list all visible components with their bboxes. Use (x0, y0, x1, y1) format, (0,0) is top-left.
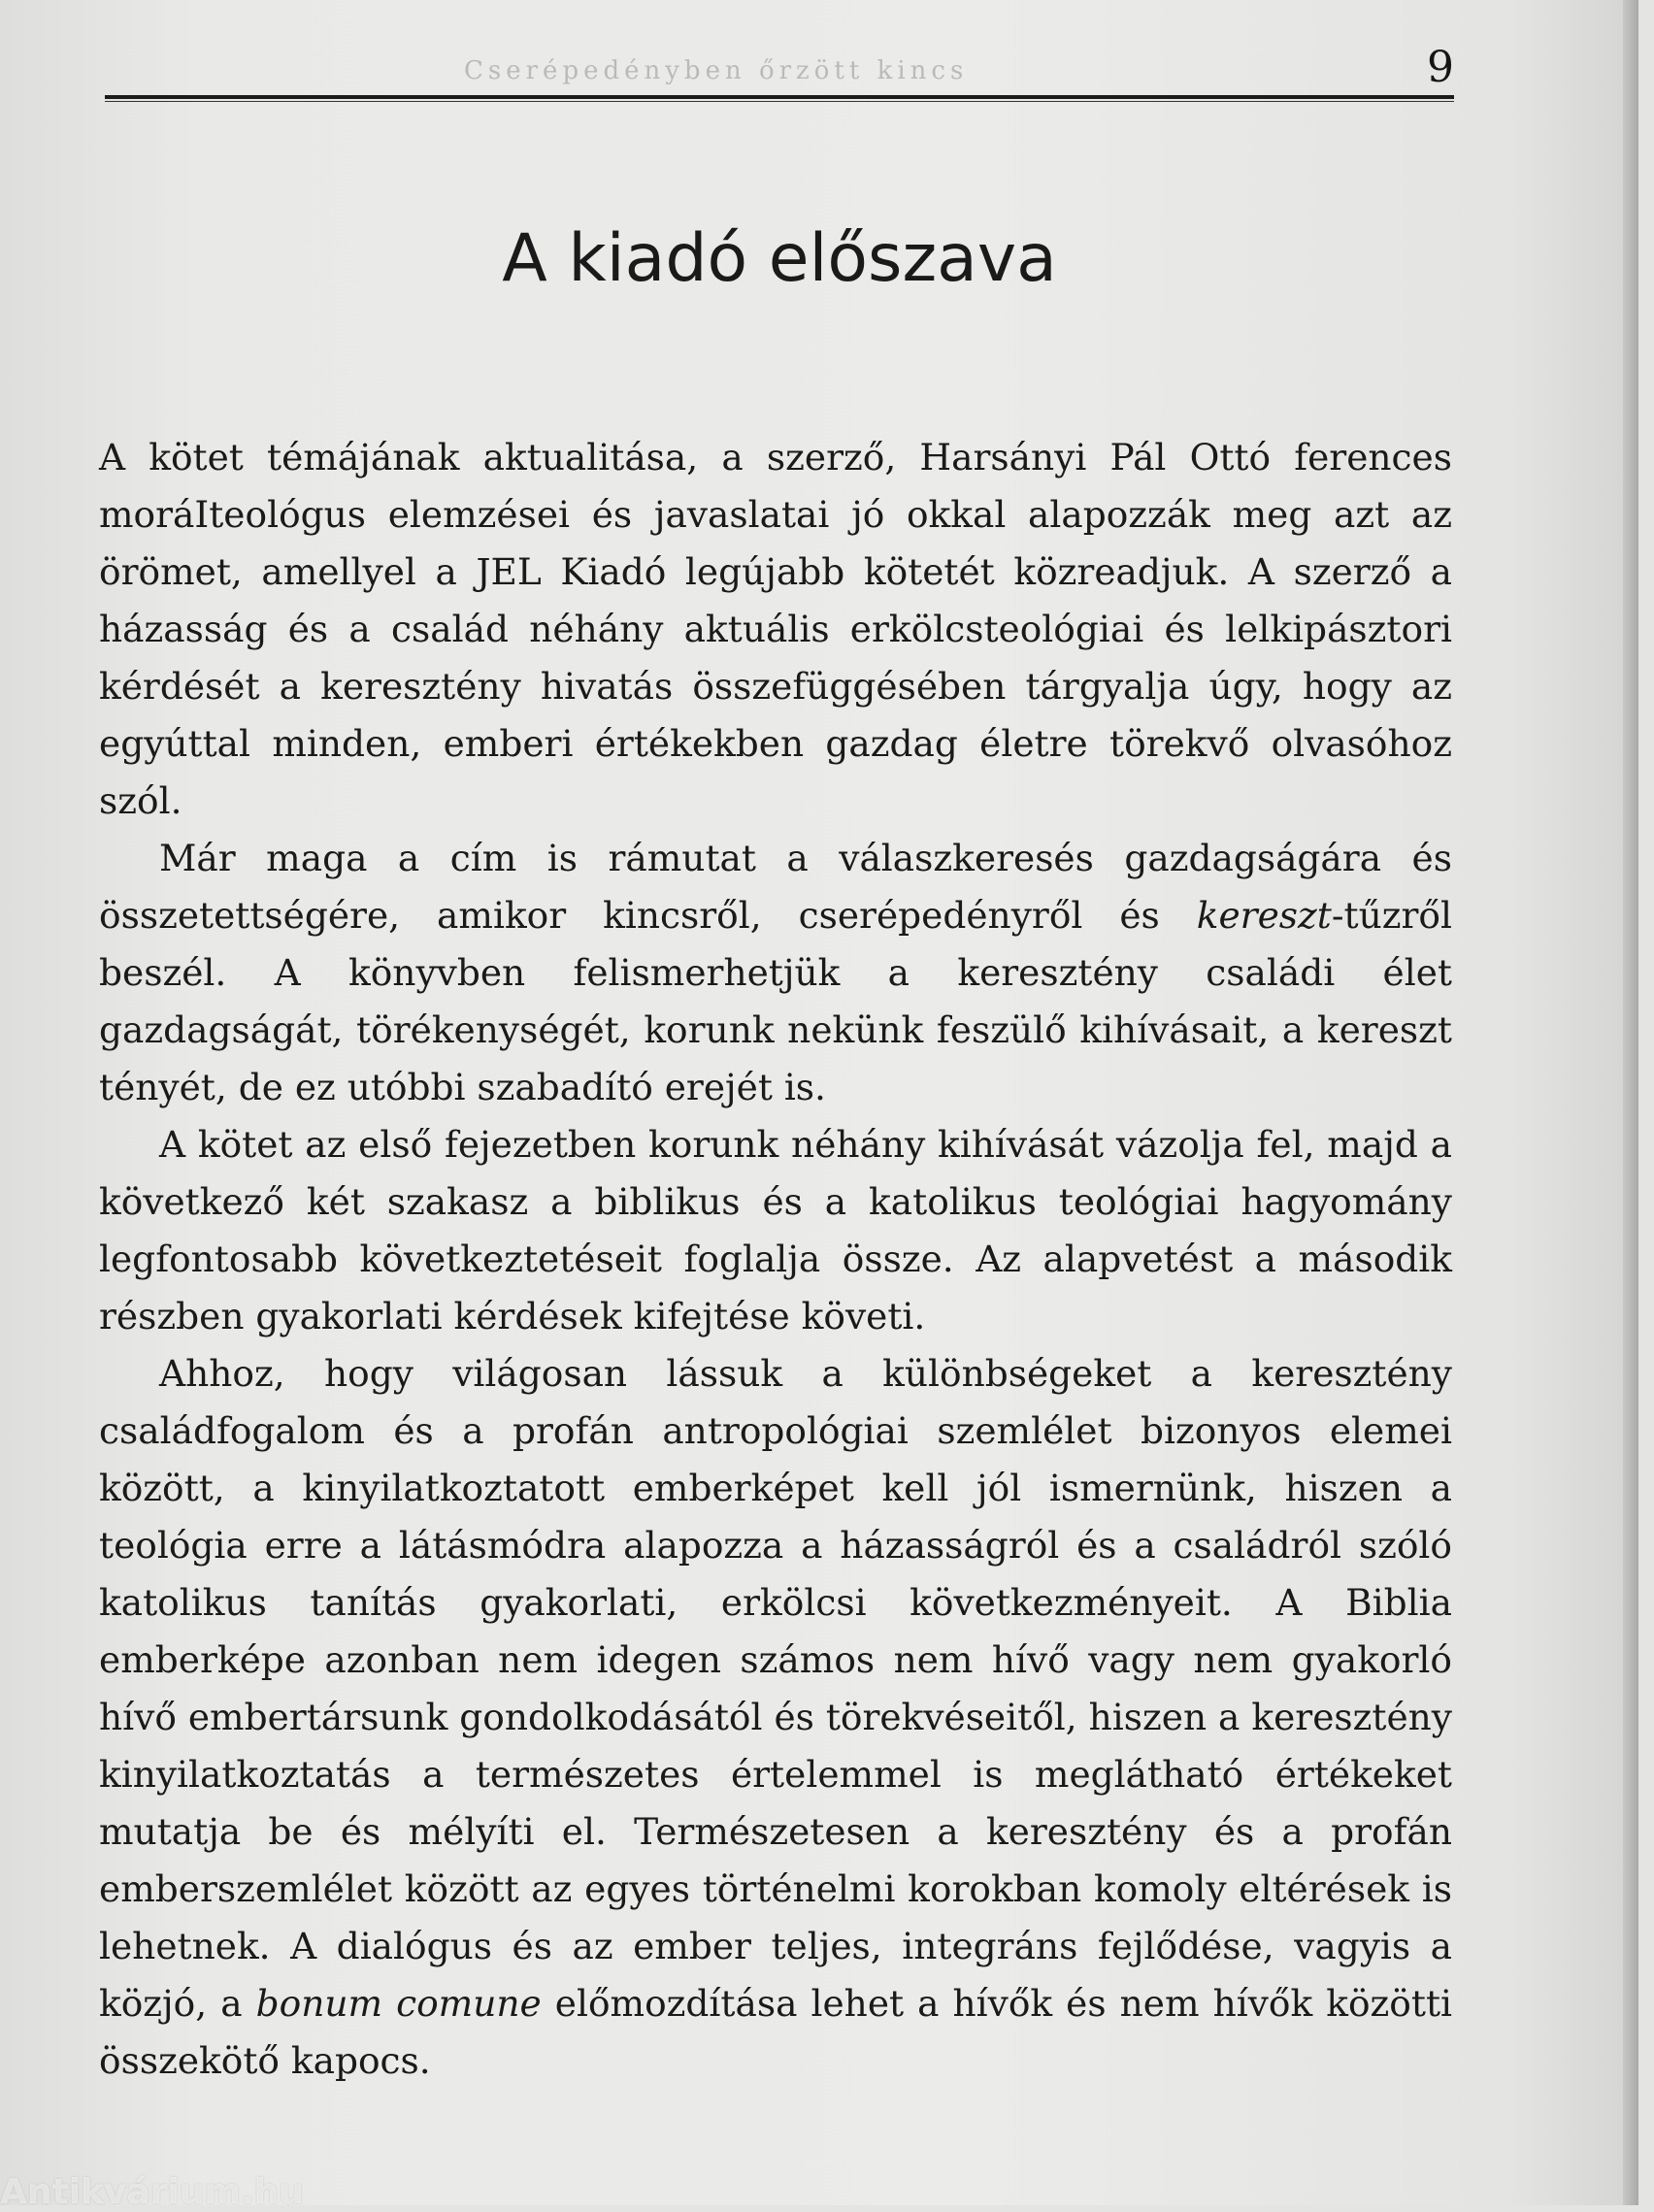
paragraph-4-italic: bonum comune (255, 1982, 542, 2025)
paragraph-2-text-end: -tűzről beszél. A könyvben felismerhetjük a keresztény családi élet gazdagságát, törékenységét, korunk nekünk feszülő kihívásait, a kereszt tényét, de ez utóbbi szabadító erejét is. (99, 894, 1452, 1108)
running-head (105, 43, 1454, 101)
body-text (99, 429, 1452, 2090)
paragraph-4-text-end: előmozdítása lehet a hívők és nem hívők közötti összekötő kapocs. (99, 1982, 1453, 2082)
running-title: Cserépedényben őrzött kincs (464, 56, 969, 85)
paragraph-2-italic: kereszt (1196, 894, 1332, 937)
paragraph-3: A kötet az első fejezetben korunk néhány kihívását vázolja fel, majd a következő két szakasz a biblikus és a katolikus teológiai hagyomány legfontosabb következtetéseit foglalja össze. Az alapvetést a második részben gyakorlati kérdések kifejtése követi. (99, 1123, 1452, 1337)
paragraph-2 (99, 830, 1452, 1116)
page-edge (1623, 0, 1638, 2205)
header-rule (105, 95, 1454, 102)
watermark: Antikvárium.hu (0, 2172, 304, 2212)
page-number: 9 (1427, 43, 1454, 92)
paragraph-1: A kötet témájának aktualitása, a szerző, Harsányi Pál Ottó ferences moráIteológus elemzései és javaslatai jó okkal alapozzák meg azt az örömet, amellyel a JEL Kiadó legújabb kötetét közreadjuk. A szerző a házasság és a család néhány aktuális erkölcsteológiai és lelkipásztori kérdését a keresztény hivatás összefüggésében tárgyalja úgy, hogy az egyúttal minden, emberi értékekben gazdag életre törekvő olvasóhoz szól. (99, 436, 1452, 822)
chapter-title: A kiadó előszava (502, 220, 1057, 297)
paragraph-4 (99, 1345, 1452, 2090)
paragraph-2-text-start: Már maga a cím is rámutat a válaszkeresés gazdagságára és összetettségére, amikor kincsről, cserépedényről és (99, 837, 1452, 937)
paragraph-4-text-start: Ahhoz, hogy világosan lássuk a különbségeket a keresztény családfogalom és a profán antropológiai szemlélet bizonyos elemei között, a kinyilatkoztatott emberképet kell jól ismernünk, hiszen a teológia erre a látásmódra alapozza a házasságról és a családról szóló katolikus tanítás gyakorlati, erkölcsi következményeit. A Biblia emberképe azonban nem idegen számos nem hívő vagy nem gyakorló hívő embertársunk gondolkodásától és törekvéseitől, hiszen a keresztény kinyilatkoztatás a természetes értelemmel is meglátható értékeket mutatja be és mélyíti el. Természetesen a keresztény és a profán emberszemlélet között az egyes történelmi korokban komoly eltérések is lehetnek. A dialógus és az ember teljes, integráns fejlődése, vagyis a közjó, a (99, 1352, 1452, 2025)
